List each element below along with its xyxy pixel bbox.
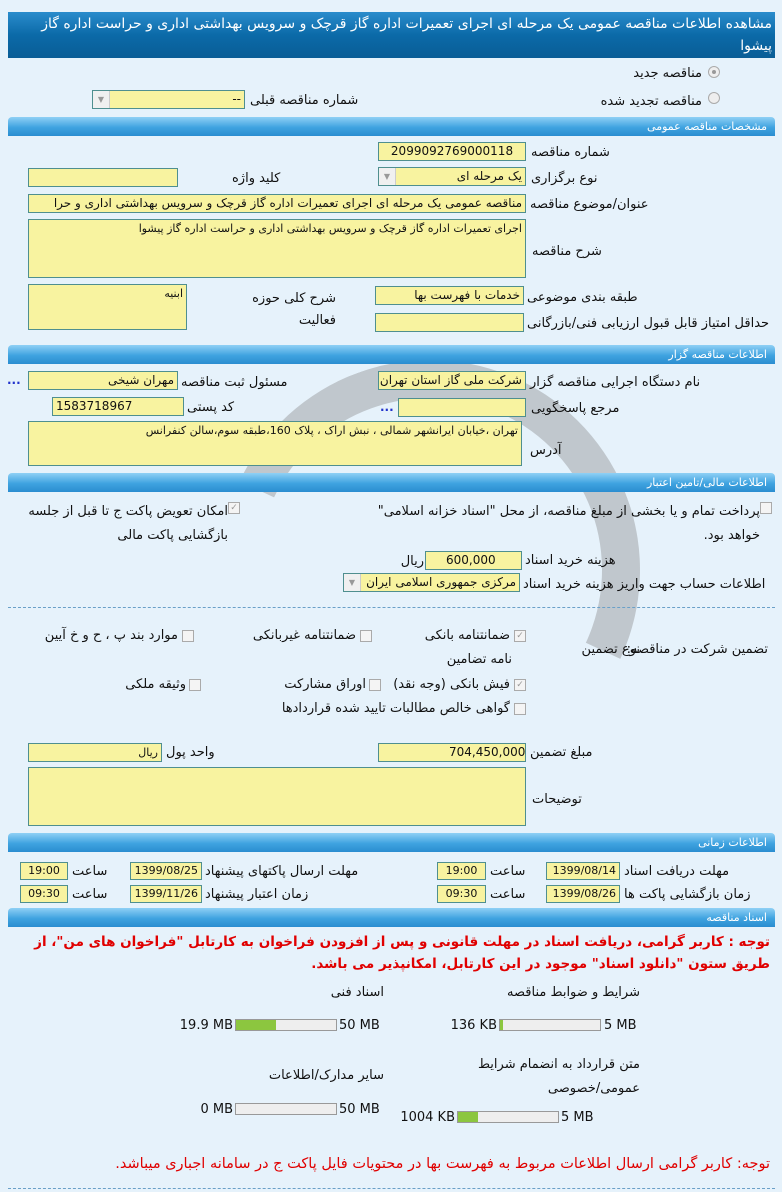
account-label: اطلاعات حساب جهت واریز هزینه خرید اسناد: [523, 577, 766, 592]
min-score-field[interactable]: [375, 313, 524, 332]
amount-label: مبلغ تضمین: [530, 745, 593, 760]
responsible-label: مسئول ثبت مناقصه: [181, 375, 288, 390]
currency-field[interactable]: ریال: [28, 743, 162, 762]
tender-number-field[interactable]: 2099092769000118: [378, 142, 526, 161]
scope-label: شرح کلی حوزه فعالیت: [252, 291, 336, 328]
option-clauses-label: موارد بند پ ، ح و خ آیین: [44, 628, 178, 643]
file-size: 136 KB: [450, 1018, 497, 1033]
ref-more-button[interactable]: ...: [380, 400, 394, 414]
org-field[interactable]: شرکت ملی گاز استان تهران: [378, 371, 526, 390]
page-title: مشاهده اطلاعات مناقصه عمومی یک مرحله ای اجرای تعمیرات اداره گاز قرچک و سرویس بهداشتی اداری و حراست اداره گاز پیشوا: [8, 12, 775, 58]
option-clauses-checkbox[interactable]: [182, 630, 194, 642]
postal-field[interactable]: 1583718967: [52, 397, 184, 416]
radio-new-label: مناقصه جدید: [633, 66, 702, 81]
treasury-checkbox[interactable]: [760, 502, 772, 514]
keyword-label: کلید واژه: [232, 171, 281, 186]
section-organizer: اطلاعات مناقصه گزار: [8, 345, 775, 364]
file-progress-bar: [235, 1103, 337, 1115]
address-label: آدرس: [530, 443, 562, 458]
account-select[interactable]: ▼ مرکزی جمهوری اسلامی ایران: [343, 573, 520, 592]
file-size: 0 MB: [200, 1102, 233, 1117]
desc-label: شرح مناقصه: [532, 244, 602, 259]
divider: [8, 607, 775, 608]
file-size: 1004 KB: [400, 1110, 455, 1125]
keyword-field[interactable]: [28, 168, 178, 187]
file-label: سایر مدارک/اطلاعات: [268, 1068, 384, 1083]
date-field[interactable]: 1399/08/25: [130, 862, 202, 880]
option-nonbank-guarantee-label: ضمانتنامه غیربانکی: [252, 628, 356, 643]
currency-label: واحد پول: [166, 745, 215, 760]
notes-label: توضیحات: [532, 792, 582, 807]
option-property-checkbox[interactable]: [189, 679, 201, 691]
file-label: شرایط و ضوابط مناقصه: [507, 985, 640, 1000]
swap-checkbox[interactable]: ✓: [228, 502, 240, 514]
option-property-label: وثیقه ملکی: [125, 677, 186, 692]
responsible-field[interactable]: مهران شیخی: [28, 371, 178, 390]
type-label: نوع برگزاری: [531, 171, 598, 186]
footer-note: توجه: کاربر گرامی ارسال اطلاعات مربوط به فهرست بها در محتویات فایل پاکت ج در سامانه اجباری میباشد.: [115, 1156, 770, 1172]
guarantee-type-label: نوع تضمین: [581, 642, 640, 657]
section-docs: اسناد مناقصه: [8, 908, 775, 927]
option-nonbank-guarantee-checkbox[interactable]: [360, 630, 372, 642]
option-bonds-label: اوراق مشارکت: [284, 677, 366, 692]
guarantee-label: تضمین شرکت در مناقصه:: [626, 642, 768, 657]
file-label: متن قرارداد به انضمام شرایط عمومی/خصوصی: [477, 1057, 640, 1096]
file-progress-fill: [236, 1020, 276, 1030]
fee-field[interactable]: 600,000: [425, 551, 522, 570]
hour-label: ساعت: [72, 887, 108, 902]
file-progress-bar: [499, 1019, 601, 1031]
time-label: مهلت دریافت اسناد: [624, 864, 730, 879]
ref-label: مرجع پاسخگویی: [531, 401, 620, 416]
option-bonds-checkbox[interactable]: [369, 679, 381, 691]
hour-field[interactable]: 19:00: [437, 862, 486, 880]
responsible-more-button[interactable]: ...: [7, 373, 21, 387]
date-field[interactable]: 1399/08/14: [546, 862, 620, 880]
option-claims-checkbox[interactable]: [514, 703, 526, 715]
subject-label: عنوان/موضوع مناقصه: [530, 197, 649, 212]
prev-tender-select[interactable]: ▼ --: [92, 90, 245, 109]
notes-field[interactable]: [28, 767, 526, 826]
file-size: 19.9 MB: [179, 1018, 233, 1033]
date-field[interactable]: 1399/08/26: [546, 885, 620, 903]
org-label: نام دستگاه اجرایی مناقصه گزار: [530, 375, 701, 390]
file-label: اسناد فنی: [330, 985, 384, 1000]
option-bank-guarantee-checkbox[interactable]: ✓: [514, 630, 526, 642]
chevron-down-icon: ▼: [344, 574, 361, 591]
file-progress-bar: [235, 1019, 337, 1031]
amount-field[interactable]: 704,450,000: [378, 743, 526, 762]
postal-label: کد پستی: [187, 400, 235, 415]
fee-unit: ریال: [400, 554, 424, 569]
divider: [8, 1188, 775, 1189]
option-claims-label: گواهی خالص مطالبات تایید شده قراردادها: [281, 701, 510, 716]
tender-number-label: شماره مناقصه: [531, 145, 610, 160]
address-field[interactable]: تهران ،خیابان ایرانشهر شمالی ، نبش اراک ، پلاک 160،طبقه سوم،سالن کنفرانس: [28, 421, 522, 466]
scope-field[interactable]: ابنیه: [28, 284, 187, 330]
radio-renewed-label: مناقصه تجدید شده: [600, 94, 702, 109]
date-field[interactable]: 1399/11/26: [130, 885, 202, 903]
section-general: مشخصات مناقصه عمومی: [8, 117, 775, 136]
desc-field[interactable]: اجرای تعمیرات اداره گاز قرچک و سرویس بهداشتی اداری و حراست اداره گاز پیشوا: [28, 219, 526, 278]
file-max: 5 MB: [561, 1110, 594, 1125]
fee-label: هزینه خرید اسناد: [525, 553, 616, 568]
hour-label: ساعت: [490, 887, 526, 902]
option-bank-guarantee-label: ضمانتنامه بانکی: [424, 628, 510, 643]
file-progress-fill: [458, 1112, 478, 1122]
category-label: طبقه بندی موضوعی: [527, 290, 638, 305]
option-clauses-label-cont: نامه تضامین: [446, 652, 512, 667]
type-select[interactable]: ▼ یک مرحله ای: [378, 167, 526, 186]
option-cash-checkbox[interactable]: ✓: [514, 679, 526, 691]
swap-text: امکان تعویض پاکت ج تا قبل از جلسه بازگشایی پاکت مالی: [28, 504, 228, 543]
chevron-down-icon: ▼: [379, 168, 396, 185]
file-max: 50 MB: [339, 1102, 380, 1117]
file-max: 5 MB: [604, 1018, 637, 1033]
treasury-text: پرداخت تمام و یا بخشی از مبلغ مناقصه، از محل "اسناد خزانه اسلامی" خواهد بود.: [377, 504, 760, 543]
min-score-label: حداقل امتیاز قابل قبول ارزیابی فنی/بازرگانی: [527, 316, 770, 331]
category-field[interactable]: خدمات با فهرست بها: [375, 286, 524, 305]
file-max: 50 MB: [339, 1018, 380, 1033]
ref-field[interactable]: [398, 398, 526, 417]
prev-tender-label: شماره مناقصه قبلی: [250, 93, 359, 108]
hour-label: ساعت: [490, 864, 526, 879]
hour-field[interactable]: 09:30: [437, 885, 486, 903]
radio-new-tender[interactable]: [708, 66, 720, 78]
subject-field[interactable]: مناقصه عمومی یک مرحله ای اجرای تعمیرات اداره گاز قرچک و سرویس بهداشتی اداری و حرا: [28, 194, 526, 213]
time-label: زمان اعتبار پیشنهاد: [205, 887, 309, 902]
section-time: اطلاعات زمانی: [8, 833, 775, 852]
file-progress-bar: [457, 1111, 559, 1123]
time-label: زمان بازگشایی پاکت ها: [624, 887, 751, 902]
hour-field[interactable]: 09:30: [20, 885, 68, 903]
section-finance: اطلاعات مالی/تامین اعتبار: [8, 473, 775, 492]
option-cash-label: فیش بانکی (وجه نقد): [393, 677, 510, 692]
radio-renewed-tender[interactable]: [708, 92, 720, 104]
chevron-down-icon: ▼: [93, 91, 110, 108]
docs-note: توجه : کاربر گرامی، دریافت اسناد در مهلت قانونی و پس از افزودن فراخوان به کارتابل "فراخوان های من"، از طریق ستون "دانلود اسناد" موجود در این کارتابل، امکانپذیر می باشد.: [34, 934, 770, 972]
hour-label: ساعت: [72, 864, 108, 879]
file-progress-fill: [500, 1020, 503, 1030]
time-label: مهلت ارسال پاکتهای پیشنهاد: [205, 864, 359, 879]
hour-field[interactable]: 19:00: [20, 862, 68, 880]
